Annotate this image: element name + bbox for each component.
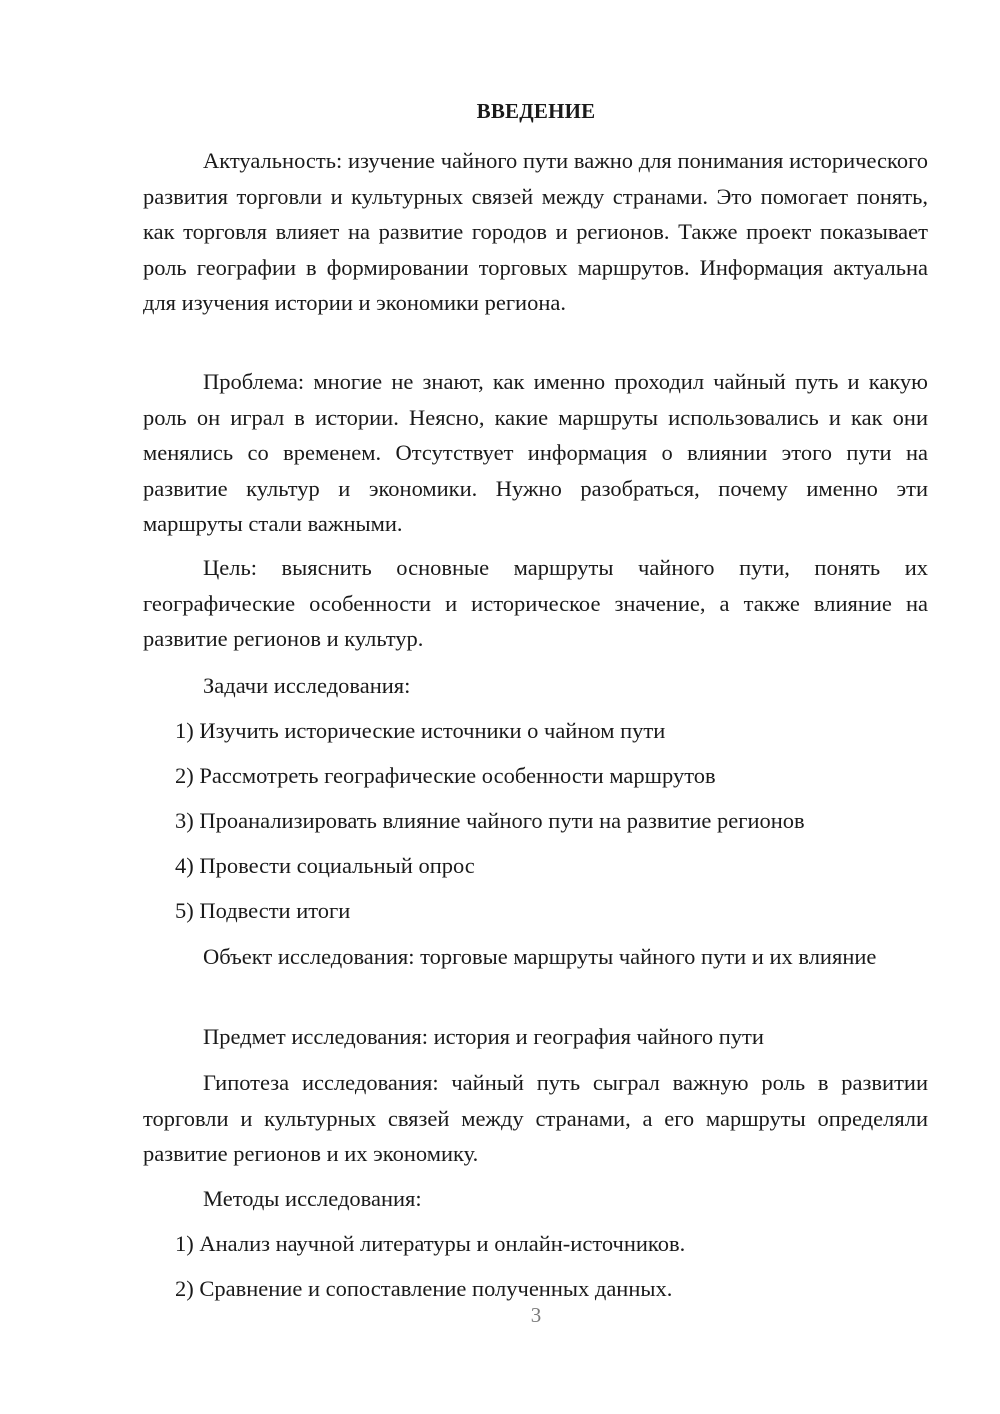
goal-paragraph: Цель: выяснить основные маршруты чайного пути, понять их географические особенности и историческое значение, а также влияние на развитие регионов и культур. [143,555,928,651]
hypothesis-paragraph: Гипотеза исследования: чайный путь сыграл важную роль в развитии торговли и культурных связей между странами, а его маршруты определяли развитие регионов и их экономику. [143,1070,928,1166]
object-paragraph: Объект исследования: торговые маршруты чайного пути и их влияние [203,944,877,969]
task-item: 2) Рассмотреть географические особенности маршрутов [175,763,716,788]
task-item: 1) Изучить исторические источники о чайном пути [175,718,666,743]
page-number: 3 [530,1303,542,1327]
section-heading: ВВЕДЕНИЕ [476,99,596,123]
methods-heading: Методы исследования: [203,1186,422,1211]
subject-line: Предмет исследования: история и география чайного пути [203,1024,764,1049]
method-item: 2) Сравнение и сопоставление полученных данных. [175,1276,673,1301]
task-item: 5) Подвести итоги [175,898,351,923]
task-item: 3) Проанализировать влияние чайного пути на развитие регионов [175,808,805,833]
problem-paragraph: Проблема: многие не знают, как именно проходил чайный путь и какую роль он играл в истории. Неясно, какие маршруты использовались и как они менялись со временем. Отсутствует информация о влиянии этого пути на развитие культур и экономики. Нужно разобраться, почему именно эти маршруты стали важными. [143,369,928,536]
task-item: 4) Провести социальный опрос [175,853,475,878]
tasks-heading: Задачи исследования: [203,673,411,698]
relevance-paragraph: Актуальность: изучение чайного пути важно для понимания исторического развития торговли и культурных связей между странами. Это помогает понять, как торговля влияет на развитие городов и регионов. Также проект показывает роль географии в формировании торговых маршрутов. Информация актуальна для изучения истории и экономики региона. [143,148,928,315]
method-item: 1) Анализ научной литературы и онлайн-источников. [175,1231,686,1256]
